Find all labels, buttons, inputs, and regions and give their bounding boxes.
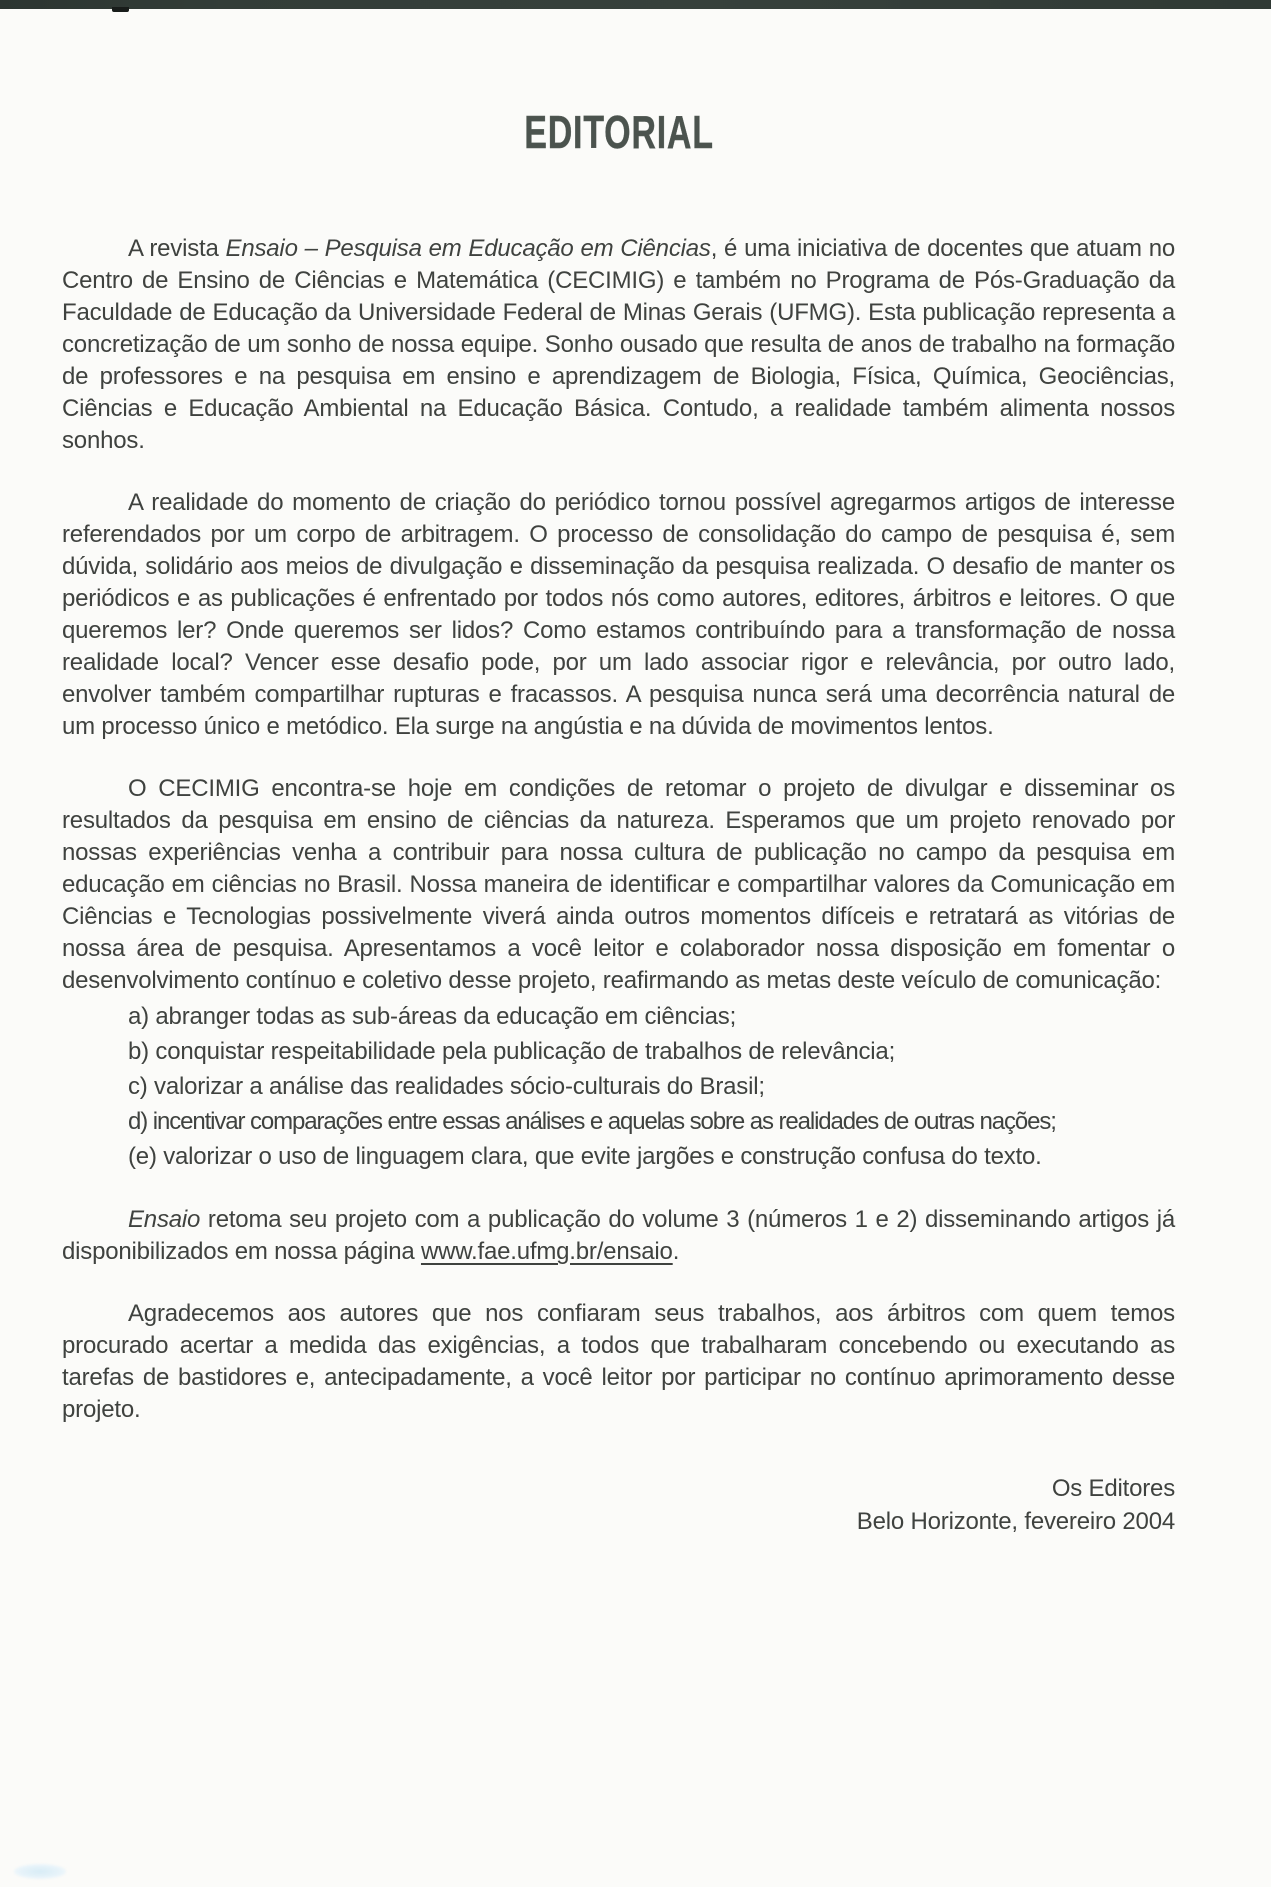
signature-place-date: Belo Horizonte, fevereiro 2004 [856,1508,1175,1535]
goal-item-a: a) abranger todas as sub-áreas da educação em ciências; [128,1003,737,1030]
editorial-body [62,233,1175,1538]
scanner-edge-notch [112,7,129,12]
paragraph-relancamento [62,1204,1175,1268]
paragraph-relancamento-text: retoma seu projeto com a publicação do volume 3 (números 1 e 2) disseminando artigos já disponibilizados em nossa página [62,1206,1175,1265]
goals-list [62,999,1175,1174]
paragraph-cecimig: O CECIMIG encontra-se hoje em condições de retomar o projeto de divulgar e disseminar os resultados da pesquisa em ensino de ciências da natureza. Esperamos que um projeto renovado por nossas experiências venha a contribuir para nossa cultura de publicação no campo da pesquisa em educação em ciências no Brasil. Nossa maneira de identificar e compartilhar valores da Comunicação em Ciências e Tecnologias possivelmente viverá ainda outros momentos difíceis e retratará as vitórias de nossa área de pesquisa. Apresentamos a você leitor e colaborador nossa disposição em fomentar o desenvolvimento contínuo e coletivo desse projeto, reafirmando as metas deste veículo de comunicação: [62,775,1175,994]
signature-block [62,1472,1175,1538]
page-title: EDITORIAL [524,106,714,158]
paragraph-intro [62,233,1175,457]
page-title-container [0,0,1238,159]
paragraph-intro-rest: , é uma iniciativa de docentes que atuam no Centro de Ensino de Ciências e Matemática (CECIMIG) e também no Programa de Pós-Graduação da Faculdade de Educação da Universidade Federal de Minas Gerais (UFMG). Esta publicação representa a concretização de um sonho de nossa equipe. Sonho ousado que resulta de anos de trabalho na formação de professores e na pesquisa em ensino e aprendizagem de Biologia, Física, Química, Geociências, Ciências e Educação Ambiental na Educação Básica. Contudo, a realidade também alimenta nossos sonhos. [62,235,1176,454]
goal-item-d: d) incentivar comparações entre essas análises e aquelas sobre as realidades de outras nações; [128,1108,1056,1135]
paragraph-intro-lead: A revista [128,235,226,262]
scanner-edge-bar [0,0,1271,9]
journal-short-name: Ensaio [128,1206,201,1233]
paragraph-agradecimentos: Agradecemos aos autores que nos confiaram seus trabalhos, aos árbitros com quem temos procurado acertar a medida das exigências, a todos que trabalharam concebendo ou executando as tarefas de bastidores e, antecipadamente, a você leitor por participar no contínuo aprimoramento desse projeto. [62,1300,1175,1423]
paragraph-realidade: A realidade do momento de criação do periódico tornou possível agregarmos artigos de interesse referendados por um corpo de arbitragem. O processo de consolidação do campo de pesquisa é, sem dúvida, solidário aos meios de divulgação e disseminação da pesquisa realizada. O desafio de manter os periódicos e as publicações é enfrentado por todos nós como autores, editores, árbitros e leitores. O que queremos ler? Onde queremos ser lidos? Como estamos contribuíndo para a transformação de nossa realidade local? Vencer esse desafio pode, por um lado associar rigor e relevância, por outro lado, envolver também compartilhar rupturas e fracassos. A pesquisa nunca será uma decorrência natural de um processo único e metódico. Ela surge na angústia e na dúvida de movimentos lentos. [62,489,1175,740]
goal-item-e: (e) valorizar o uso de linguagem clara, que evite jargões e construção confusa do texto. [128,1143,1042,1170]
scanner-smudge-artifact [14,1864,66,1879]
goal-item-b: b) conquistar respeitabilidade pela publicação de trabalhos de relevância; [128,1038,896,1065]
signature-editors: Os Editores [1051,1475,1175,1502]
goal-item-c: c) valorizar a análise das realidades sócio-culturais do Brasil; [128,1073,765,1100]
journal-name: Ensaio – Pesquisa em Educação em Ciências [225,235,711,262]
paragraph-relancamento-end: . [672,1238,680,1265]
ensaio-url-link[interactable]: www.fae.ufmg.br/ensaio [420,1238,673,1265]
